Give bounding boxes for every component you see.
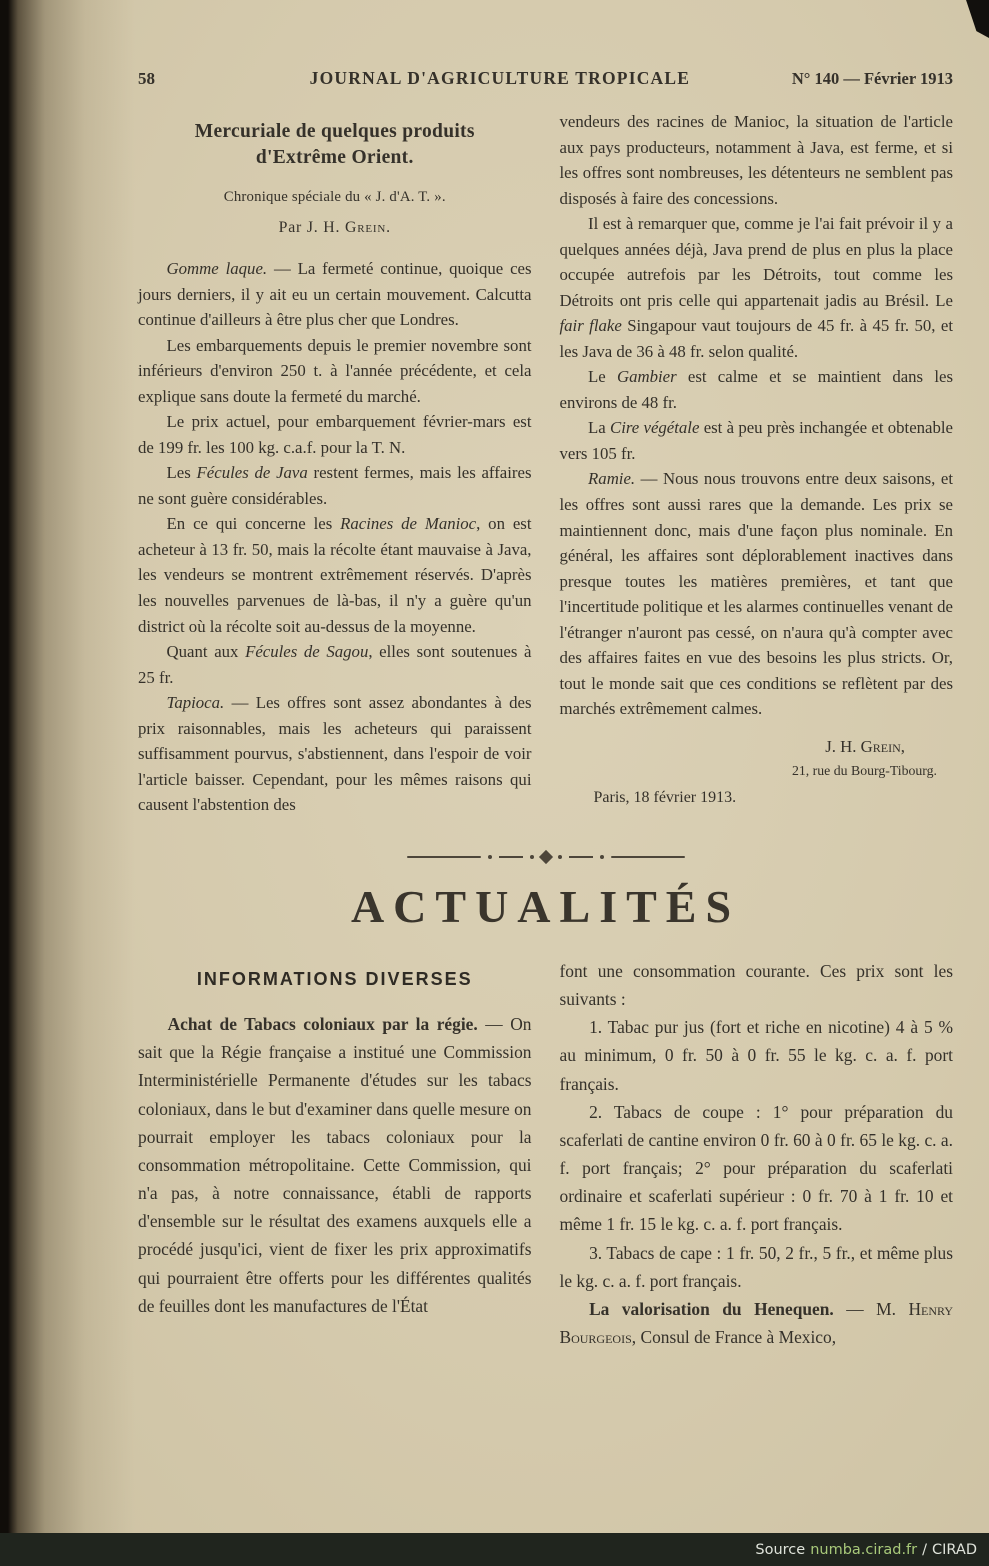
paragraph (560, 957, 954, 1013)
article-title (138, 119, 532, 172)
text-run: 1. Tabac pur jus (fort et riche en nicotine) 4 à 5 % au minimum, 0 fr. 50 à 0 fr. 55 le kg. c. a. f. port français. (559, 1017, 953, 1094)
ornament-small-line (499, 856, 523, 858)
ornament-dot (600, 855, 604, 859)
page-number: 58 (138, 69, 155, 88)
text-run: La valorisation du Henequen. (589, 1299, 834, 1320)
text-run: , elles sont soutenues à 25 fr. (138, 642, 532, 687)
text-run: restent fermes, mais les affaires ne sont guère considérables. (138, 463, 532, 508)
text-run: fair flake (559, 316, 622, 336)
text-run: est calme et se maintient dans les environs de 48 fr. (559, 367, 953, 412)
ornament-divider (386, 852, 706, 862)
paragraph (560, 734, 954, 760)
text-run: . (386, 219, 391, 237)
text-run: Paris, 18 février 1913. (593, 789, 737, 807)
ornament-line-left (407, 856, 481, 858)
paragraph (138, 690, 532, 818)
paragraph (560, 415, 954, 466)
paragraph (138, 1010, 532, 1320)
text-run: font une consommation courante. Ces prix sont les suivants : (559, 960, 953, 1009)
text-run: Racines de Manioc (340, 514, 477, 534)
text-run: Les (166, 463, 197, 483)
text-run: — Les offres sont assez abondantes à des prix raisonnables, mais les acheteurs qui paraissent suffisamment pourvus, s'abstiennent, dans l'espoir de voir l'article baisser. Cependant, pour les mêmes raisons qui causent l'abstention des (138, 693, 532, 815)
actualites-right-paragraphs (560, 957, 954, 1352)
text-run: Grein (860, 736, 901, 756)
source-credit-bar (0, 1533, 989, 1566)
paragraph (560, 1295, 954, 1351)
text-run: Par J. H. (278, 219, 346, 237)
mercuriale-left-paragraphs (138, 186, 532, 818)
text-run: La (588, 418, 611, 438)
text-run: vendeurs des racines de Manioc, la situation de l'article aux pays producteurs, notamment à Java, est ferme, et si les offres sont nombreuses, les détenteurs ne semblent pas disposés à faire des concessions. (559, 112, 953, 208)
text-run: Fécules de Java (196, 463, 308, 483)
text-run: , Consul de France à Mexico, (631, 1327, 837, 1348)
text-run: Les embarquements depuis le premier novembre sont inférieurs d'environ 250 t. à l'année précédente, et cela explique sans doute la fermeté du marché. (138, 335, 532, 406)
text-run: J. H. (825, 736, 861, 756)
paragraph (560, 466, 954, 721)
credit-org: CIRAD (932, 1541, 977, 1558)
text-run: Ramie. (588, 469, 636, 489)
ornament-small-line (569, 856, 593, 858)
paragraph (560, 1239, 954, 1295)
text-run: 21, rue du Bourg-Tibourg. (791, 763, 937, 779)
ornament-diamond (538, 850, 552, 864)
text-run: Bourgeois (559, 1327, 632, 1348)
text-run: Il est à remarquer que, comme je l'ai fait prévoir il y a quelques années déjà, Java prend de plus en plus la place occupée autrefois par les Détroits, tout comme les Détroits ont pris celle qui appartenait jadis au Brésil. Le (559, 214, 953, 310)
text-run: Achat de Tabacs coloniaux par la régie. (167, 1013, 478, 1034)
credit-link: numba.cirad.fr (810, 1541, 918, 1558)
page-header (138, 68, 953, 89)
text-run: Le prix actuel, pour embarquement février-mars est de 199 fr. les 100 kg. c.a.f. pour la T. N. (138, 412, 532, 457)
actualites-section (138, 957, 953, 1352)
credit-prefix: Source (755, 1541, 806, 1558)
text-run: Gambier (617, 367, 677, 387)
paragraph (560, 1098, 954, 1239)
text-run: — M. (833, 1299, 909, 1320)
text-run: Tapioca. (166, 693, 225, 713)
informations-diverses-heading: INFORMATIONS DIVERSES (196, 968, 473, 989)
paragraph (138, 186, 532, 208)
credit-separator: / (922, 1541, 928, 1558)
paragraph (138, 511, 532, 639)
text-run: — Nous nous trouvons entre deux saisons, et les offres sont aussi rares que la demande. Les prix se maintiennent donc, mais d'une façon plus nominale. En général, les affaires sont déplorablement inactives dans presque toutes les matières premières, et tant que l'incertitude politique et les alarmes continuelles venant de l'étranger n'auront pas cessé, on n'aura qu'à compter avec des affaires faites en vue des besoins les plus stricts. Or, tout le monde sait que ces conditions se reflètent par des marchés extrêmement calmes. (559, 469, 953, 719)
ornament-line-right (611, 856, 685, 858)
text-run: Chronique spéciale du « J. d'A. T. ». (223, 188, 446, 205)
text-run: , (900, 736, 905, 756)
paragraph (138, 216, 532, 240)
paragraph (560, 1013, 954, 1098)
text-run: 3. Tabacs de cape : 1 fr. 50, 2 fr., 5 fr., et même plus le kg. c. a. f. port français. (559, 1242, 953, 1291)
text-run: est à peu près inchangée et obtenable vers 105 fr. (559, 418, 953, 463)
text-run: 2. Tabacs de coupe : 1° pour préparation du scaferlati de cantine environ 0 fr. 60 à 0 fr. 65 le kg. c. a. f. port français; 2° pour préparation du scaferlati ordinaire et scaferlati supérieur : 0 fr. 70 à 1 fr. 10 et même 1 fr. 15 le kg. c. a. f. port français. (559, 1101, 953, 1235)
article-title-line1: Mercuriale de quelques produits (194, 121, 475, 142)
text-run: — On sait que la Régie française a institué une Commission Interministérielle Permanente d'études sur les tabacs coloniaux, dans le but d'examiner dans quelle mesure on pourrait employer les tabacs coloniaux pour la consommation métropolitaine. Cette Commission, qui n'a pas, à notre connaissance, établi de rapports d'ensemble sur le résultat des examens auxquels elle a procédé jusqu'ici, vient de fixer les prix approximatifs qui pourraient être offerts pour les différentes qualités de feuilles dont les manufactures de l'État (138, 1013, 532, 1316)
article-title-line2: d'Extrême Orient. (255, 147, 414, 169)
text-run: Singapour vaut toujours de 45 fr. à 45 fr. 50, et les Java de 36 à 48 fr. selon qualité. (559, 316, 953, 361)
ornament-dot (558, 855, 562, 859)
issue-label: N° 140 — Février 1913 (791, 69, 953, 88)
paragraph (560, 364, 954, 415)
actualites-column-right (560, 957, 954, 1352)
paragraph (138, 460, 532, 511)
paragraph (560, 109, 954, 211)
mercuriale-column-right (560, 109, 954, 818)
text-run: Quant aux (166, 642, 246, 662)
ornament-dot (488, 855, 492, 859)
paragraph (138, 256, 532, 333)
text-run: Le (588, 367, 617, 387)
text-run: En ce qui concerne les (166, 514, 341, 534)
actualites-column-left (138, 957, 532, 1352)
mercuriale-right-paragraphs (560, 109, 954, 811)
paragraph (560, 786, 954, 810)
paragraph (560, 761, 954, 782)
text-run: Fécules de Sagou (245, 642, 369, 662)
text-run: Grein (345, 219, 387, 237)
text-run: , on est acheteur à 13 fr. 50, mais la récolte étant mauvaise à Java, les vendeurs se montrent extrêmement réservés. D'après les nouvelles parvenues de là-bas, il n'y a guère qu'un district où la récolte soit au-dessus de la moyenne. (138, 514, 532, 636)
paragraph (138, 639, 532, 690)
actualites-left-paragraphs (138, 1010, 532, 1320)
actualites-title: ACTUALITÉS (350, 880, 741, 932)
paragraph (138, 333, 532, 410)
ornament-dot (530, 855, 534, 859)
mercuriale-column-left (138, 109, 532, 818)
text-run: Gomme laque. (166, 259, 268, 279)
text-run: Henry (908, 1299, 954, 1320)
mercuriale-section (138, 109, 953, 818)
paragraph (138, 409, 532, 460)
text-run: — La fermeté continue, quoique ces jours derniers, il y ait eu un certain mouvement. Calcutta continue d'ailleurs à être plus cher que Londres. (138, 259, 532, 330)
text-run: Cire végétale (610, 418, 700, 438)
paragraph (560, 211, 954, 364)
journal-title: JOURNAL D'AGRICULTURE TROPICALE (309, 68, 691, 88)
